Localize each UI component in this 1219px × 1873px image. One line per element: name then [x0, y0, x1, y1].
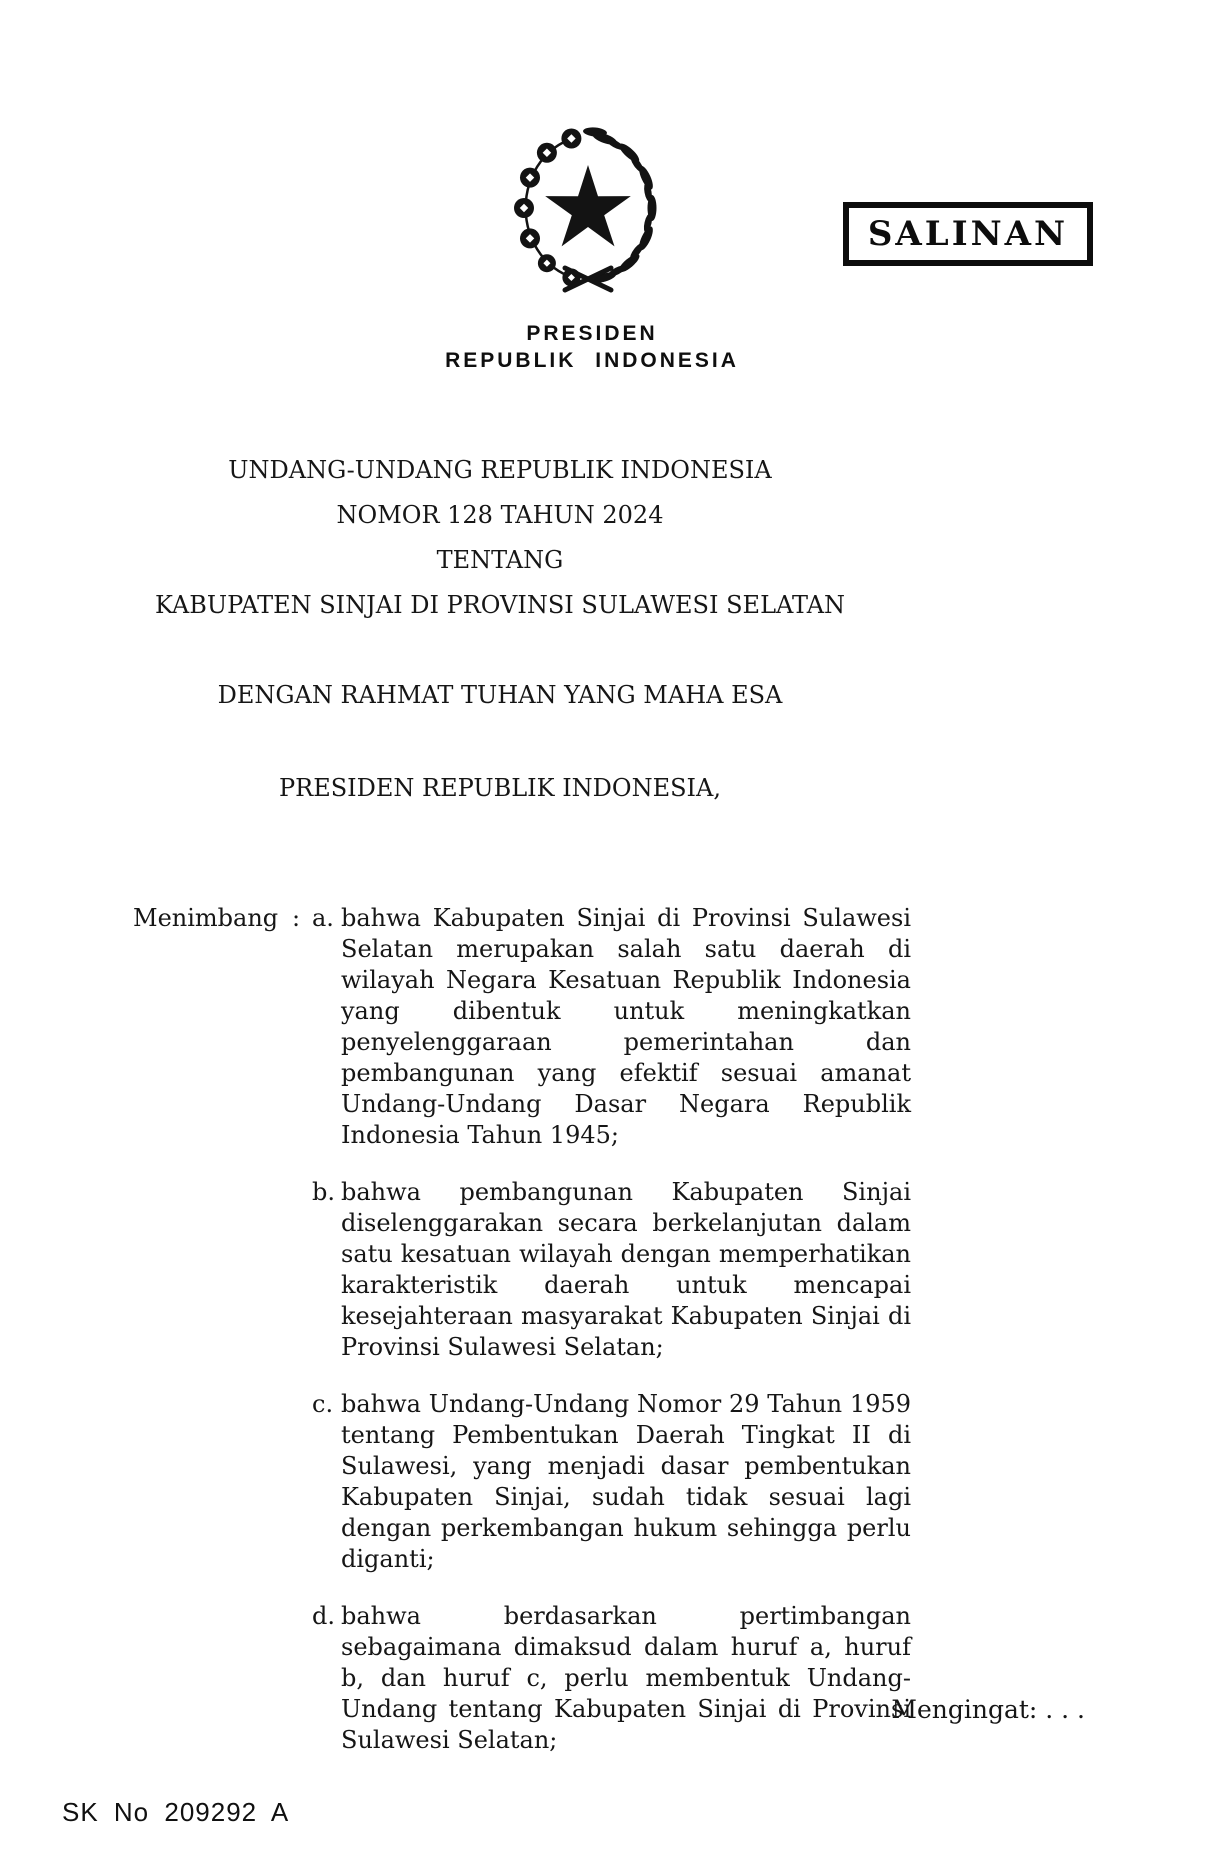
considerations-section	[133, 903, 912, 1782]
law-title-block	[150, 458, 850, 638]
item-letter: c.	[312, 1390, 334, 1418]
presidential-star-wreath-emblem-icon	[507, 118, 667, 295]
consideration-item-c	[312, 1389, 912, 1575]
letterhead	[392, 320, 792, 374]
considerations-colon: :	[292, 904, 301, 932]
item-text: bahwa Undang-Undang Nomor 29 Tahun 1959 tentang Pembentukan Daerah Tingkat II di Sulawesi, yang menjadi dasar pembentukan Kabupaten Sinjai, sudah tidak sesuai lagi dengan perkembangan hukum sehingga perlu diganti;	[341, 1390, 911, 1573]
item-letter: a.	[312, 904, 334, 932]
consideration-item-d	[312, 1601, 912, 1756]
item-text: bahwa pembangunan Kabupaten Sinjai diselenggarakan secara berkelanjutan dalam satu kesatuan wilayah dengan memperhatikan karakteristik daerah untuk mencapai kesejahteraan masyarakat Kabupaten Sinjai di Provinsi Sulawesi Selatan;	[341, 1178, 911, 1361]
salutation-line: PRESIDEN REPUBLIK INDONESIA,	[278, 774, 721, 802]
doc-number: SK No 209292 A	[62, 1797, 290, 1827]
considerations-list	[312, 903, 912, 1782]
letterhead-republik-indonesia: REPUBLIK INDONESIA	[445, 349, 739, 372]
title-line-2: NOMOR 128 TAHUN 2024	[336, 501, 664, 529]
next-section-catchword: Mengingat: . . .	[891, 1695, 1085, 1724]
item-text: bahwa berdasarkan pertimbangan sebagaimana dimaksud dalam huruf a, huruf b, dan huruf c, perlu membentuk Undang-Undang tentang Kabupaten Sinjai di Provinsi Sulawesi Selatan;	[341, 1602, 911, 1754]
consideration-item-b	[312, 1177, 912, 1363]
letterhead-presiden: PRESIDEN	[526, 322, 658, 345]
item-letter: b.	[312, 1178, 335, 1206]
invocation-line: DENGAN RAHMAT TUHAN YANG MAHA ESA	[217, 681, 783, 709]
title-line-3: TENTANG	[436, 546, 564, 574]
considerations-label: Menimbang	[133, 904, 279, 932]
item-letter: d.	[312, 1602, 335, 1630]
salinan-stamp	[843, 202, 1093, 266]
item-text: bahwa Kabupaten Sinjai di Provinsi Sulawesi Selatan merupakan salah satu daerah di wilayah Negara Kesatuan Republik Indonesia yang dibentuk untuk meningkatkan penyelenggaraan pemerintahan dan pembangunan yang efektif sesuai amanat Undang-Undang Dasar Negara Republik Indonesia Tahun 1945;	[341, 904, 911, 1149]
consideration-item-a	[312, 903, 912, 1151]
salinan-stamp-label: SALINAN	[867, 214, 1069, 254]
title-line-1: UNDANG-UNDANG REPUBLIK INDONESIA	[228, 456, 772, 484]
title-line-4: KABUPATEN SINJAI DI PROVINSI SULAWESI SELATAN	[154, 591, 846, 619]
